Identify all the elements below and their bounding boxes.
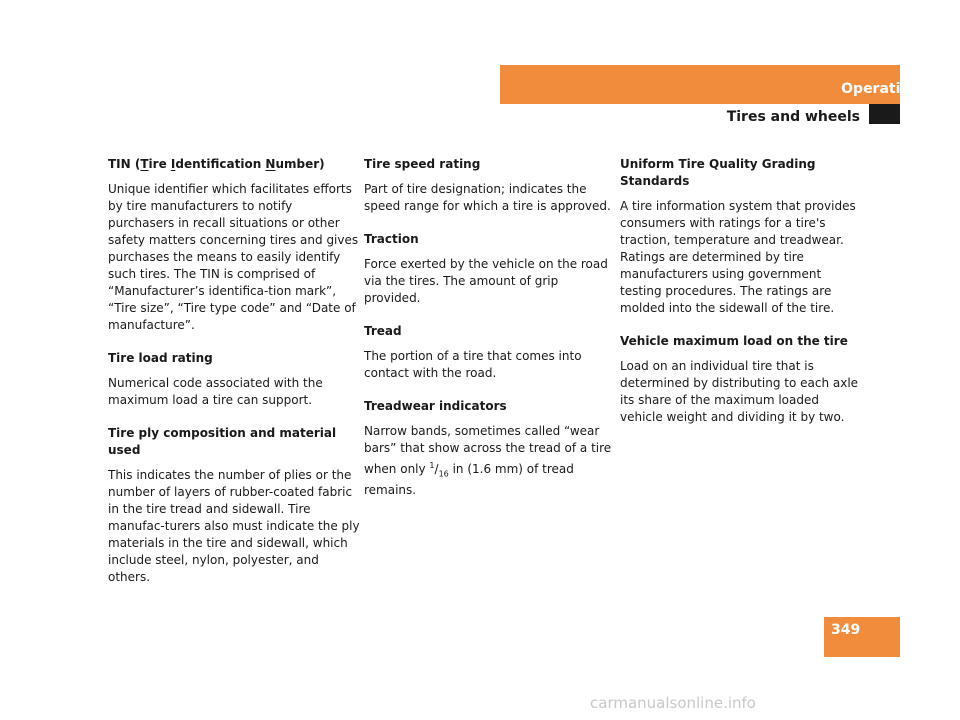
speed-rating-body: Part of tire designation; indicates the speed range for which a tire is approved. bbox=[364, 182, 611, 213]
utqg-heading: Uniform Tire Quality Grading Standards bbox=[620, 157, 816, 188]
tin-heading: TIN (Tire Identification Number) bbox=[108, 157, 325, 171]
load-rating-body: Numerical code associated with the maximum load a tire can support. bbox=[108, 376, 323, 407]
utqg-body: A tire information system that provides consumers with ratings for a tire's traction, temperature and treadwear. Ratings are determined by tire manufacturers using government testing procedures. The ratings are molded into the sidewall of the tire. bbox=[620, 199, 856, 315]
page-number: 349 bbox=[831, 622, 861, 638]
max-load-body: Load on an individual tire that is determined by distributing to each axle its share of the maximum loaded vehicle weight and dividing it by two. bbox=[620, 359, 859, 424]
header-bar bbox=[500, 65, 900, 104]
watermark: carmanualsonline.info bbox=[590, 694, 756, 712]
ply-body: This indicates the number of plies or the number of layers of rubber-coated fabric in the tire tread and sidewall. Tire manufac-turers also must indicate the ply materials in the tire and sidewall, which include steel, nylon, polyester, and others. bbox=[108, 468, 360, 584]
speed-rating-heading: Tire speed rating bbox=[364, 157, 481, 171]
section-title: Operation bbox=[841, 81, 920, 97]
column-3 bbox=[620, 156, 865, 442]
column-2 bbox=[364, 156, 616, 515]
subsection-title: Tires and wheels bbox=[726, 109, 860, 125]
tread-body: The portion of a tire that comes into contact with the road. bbox=[364, 349, 582, 380]
treadwear-indicators-body: Narrow bands, sometimes called “wear bars” that show across the tread of a tire when only $^1/_{16}$ in (1.6 mm) of tread remains. bbox=[364, 424, 612, 498]
traction-heading: Traction bbox=[364, 232, 419, 246]
traction-body: Force exerted by the vehicle on the road via the tires. The amount of grip provided. bbox=[364, 257, 608, 305]
header-marker-block bbox=[869, 104, 900, 124]
column-1 bbox=[108, 156, 360, 602]
max-load-heading: Vehicle maximum load on the tire bbox=[620, 334, 848, 348]
ply-heading: Tire ply composition and material used bbox=[108, 426, 337, 457]
tread-heading: Tread bbox=[364, 324, 402, 338]
treadwear-indicators-heading: Treadwear indicators bbox=[364, 399, 507, 413]
tin-body: Unique identifier which facilitates efforts by tire manufacturers to notify purchasers in recall situations or other safety matters concerning tires and gives purchases the means to easily identify such tires. The TIN is comprised of “Manufacturer’s identifica-tion mark”, “Tire size”, “Tire type code” and “Date of manufacture”. bbox=[108, 182, 359, 332]
load-rating-heading: Tire load rating bbox=[108, 351, 213, 365]
